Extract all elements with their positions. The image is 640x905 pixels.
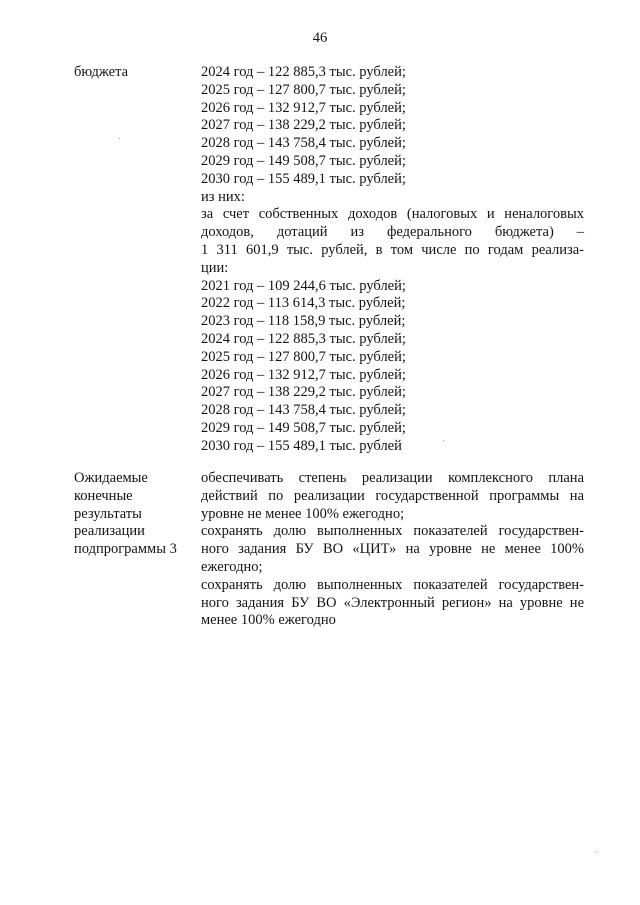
own-income-line: за счет собственных доходов (налоговых и неналоговых <box>201 206 584 223</box>
funding-line: 2021 год – 109 244,6 тыс. рублей; <box>201 277 406 294</box>
label-line: подпрограммы 3 <box>74 541 177 558</box>
funding-line: 2028 год – 143 758,4 тыс. рублей; <box>201 135 406 152</box>
scan-speck <box>119 138 120 139</box>
funding-line: 2024 год – 122 885,3 тыс. рублей; <box>201 64 406 80</box>
funding-line: 2029 год – 149 508,7 тыс. рублей; <box>201 419 406 436</box>
label-line: конечные <box>74 487 133 504</box>
result-line: обеспечивать степень реализации комплексного плана <box>201 470 584 486</box>
own-income-line: доходов, дотаций из федерального бюджета) – <box>201 224 584 241</box>
budget-row-label <box>74 64 201 456</box>
funding-line: 2024 год – 122 885,3 тыс. рублей; <box>201 330 406 347</box>
own-income-line: 1 311 601,9 тыс. рублей, в том числе по годам реализа- <box>201 241 584 258</box>
result-line: менее 100% ежегодно <box>201 612 336 629</box>
funding-line: 2022 год – 113 614,3 тыс. рублей; <box>201 295 406 312</box>
budget-row-content <box>201 64 584 456</box>
result-line: ежегодно; <box>201 558 263 575</box>
results-row-content <box>201 470 584 630</box>
label-line: Ожидаемые <box>74 470 148 486</box>
funding-line: 2026 год – 132 912,7 тыс. рублей; <box>201 366 406 383</box>
results-row <box>74 470 584 630</box>
page-number: 46 <box>312 30 328 46</box>
result-line: действий по реализации государственной программы на <box>201 487 584 504</box>
label-line: реализации <box>74 523 145 540</box>
result-line: сохранять долю выполненных показателей государствен- <box>201 576 584 593</box>
budget-row <box>74 64 584 456</box>
results-row-label <box>74 470 201 630</box>
funding-line: 2030 год – 155 489,1 тыс. рублей <box>201 437 402 454</box>
funding-line: 2025 год – 127 800,7 тыс. рублей; <box>201 81 406 98</box>
funding-line: 2025 год – 127 800,7 тыс. рублей; <box>201 348 406 365</box>
funding-line: 2030 год – 155 489,1 тыс. рублей; <box>201 170 406 187</box>
funding-line: 2028 год – 143 758,4 тыс. рублей; <box>201 402 406 419</box>
label-line: результаты <box>74 505 142 522</box>
scan-speck <box>596 852 597 853</box>
scan-speck <box>443 440 444 441</box>
funding-line: 2029 год – 149 508,7 тыс. рублей; <box>201 152 406 169</box>
result-line: сохранять долю выполненных показателей государствен- <box>201 523 584 540</box>
label-text: бюджета <box>74 64 129 80</box>
funding-line: 2023 год – 118 158,9 тыс. рублей; <box>201 313 406 330</box>
funding-line: 2026 год – 132 912,7 тыс. рублей; <box>201 99 406 116</box>
funding-line: 2027 год – 138 229,2 тыс. рублей; <box>201 117 406 134</box>
result-line: уровне не менее 100% ежегодно; <box>201 505 405 522</box>
result-line: ного задания БУ ВО «ЦИТ» на уровне не менее 100% <box>201 541 584 558</box>
funding-line: из них: <box>201 188 245 205</box>
result-line: ного задания БУ ВО «Электронный регион» на уровне не <box>201 594 584 611</box>
own-income-line: ции: <box>201 259 229 276</box>
funding-line: 2027 год – 138 229,2 тыс. рублей; <box>201 384 406 401</box>
